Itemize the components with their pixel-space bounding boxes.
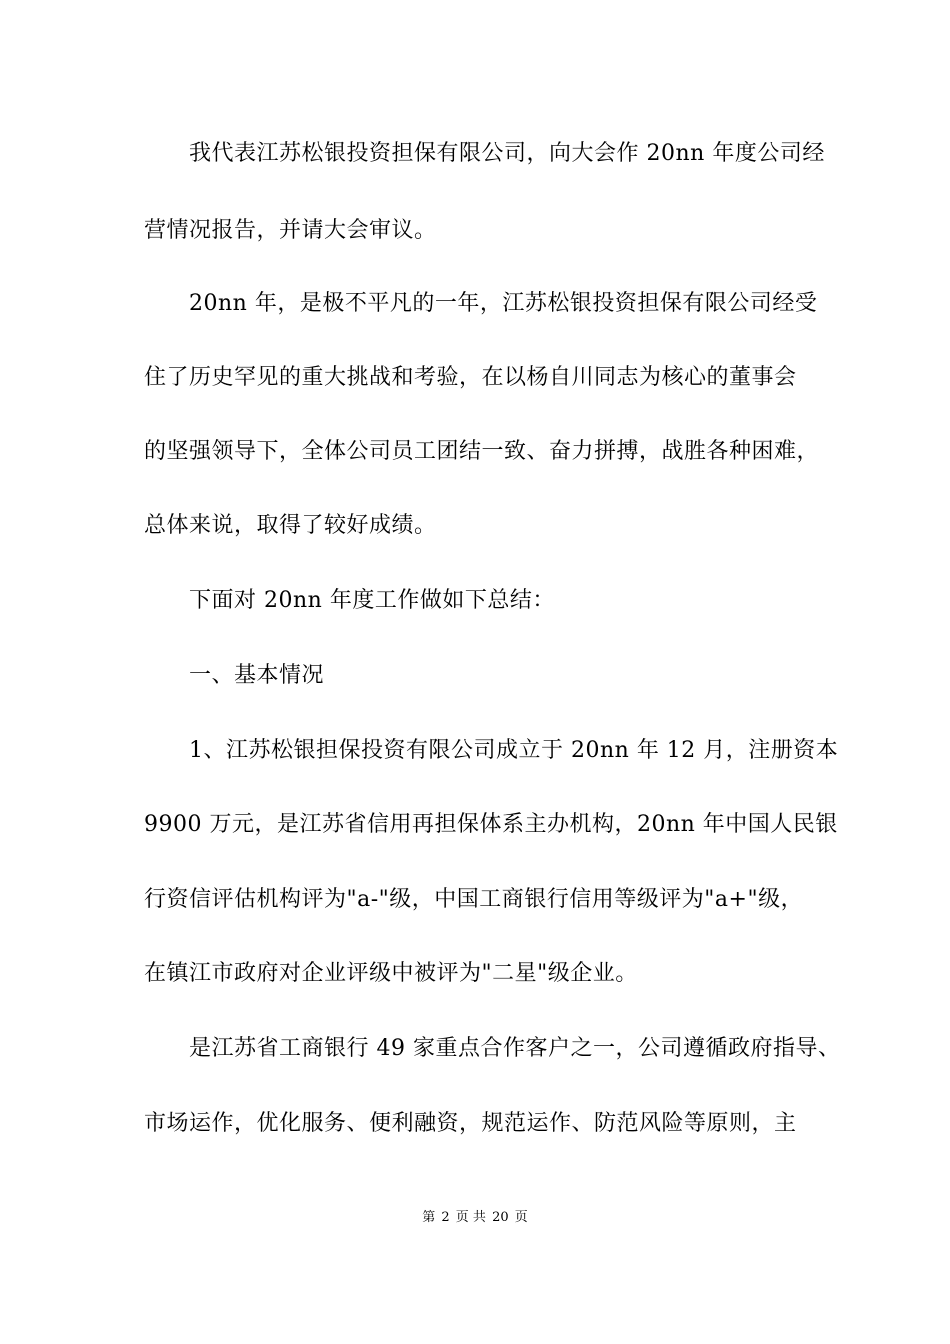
line-text: 下面对 20nn 年度工作做如下总结： (189, 588, 555, 613)
paragraph-line (0, 432, 950, 472)
line-text: 的坚强领导下，全体公司员工团结一致、奋力拼搏，战胜各种困难， (144, 439, 820, 464)
paragraph-line (0, 954, 950, 994)
line-text: 行资信评估机构评为"a-"级，中国工商银行信用等级评为"a+"级， (144, 887, 804, 912)
section-heading-text: 一、基本情况 (189, 663, 325, 688)
paragraph-line (0, 731, 950, 771)
paragraph-line (0, 506, 950, 546)
paragraph-line (0, 581, 950, 621)
paragraph-line (0, 805, 950, 845)
paragraph-line (0, 1029, 950, 1069)
line-text: 在镇江市政府对企业评级中被评为"二星"级企业。 (144, 961, 638, 986)
paragraph-line (0, 880, 950, 920)
footer-middle: 页 共 (455, 1210, 486, 1225)
paragraph-line (0, 211, 950, 251)
line-text: 是江苏省工商银行 49 家重点合作客户之一，公司遵循政府指导、 (189, 1036, 841, 1061)
footer-suffix: 页 (514, 1210, 528, 1225)
line-text: 住了历史罕见的重大挑战和考验，在以杨自川同志为核心的董事会 (144, 365, 797, 390)
current-page-number: 2 (441, 1210, 450, 1225)
line-text: 9900 万元，是江苏省信用再担保体系主办机构，20nn 年中国人民银 (144, 812, 838, 837)
paragraph-line (0, 134, 950, 174)
total-pages-number: 20 (492, 1210, 509, 1225)
line-text: 1、江苏松银担保投资有限公司成立于 20nn 年 12 月，注册资本 (189, 738, 839, 763)
section-heading (0, 656, 950, 696)
paragraph-line (0, 284, 950, 324)
line-text: 营情况报告，并请大会审议。 (144, 218, 437, 243)
line-text: 20nn 年，是极不平凡的一年，江苏松银投资担保有限公司经受 (189, 291, 818, 316)
line-text: 总体来说，取得了较好成绩。 (144, 513, 437, 538)
line-text: 市场运作，优化服务、便利融资，规范运作、防范风险等原则，主 (144, 1111, 797, 1136)
footer-prefix: 第 (422, 1210, 436, 1225)
paragraph-line (0, 1104, 950, 1144)
paragraph-line (0, 358, 950, 398)
line-text: 我代表江苏松银投资担保有限公司，向大会作 20nn 年度公司经 (189, 141, 825, 166)
page-footer (0, 1206, 950, 1230)
